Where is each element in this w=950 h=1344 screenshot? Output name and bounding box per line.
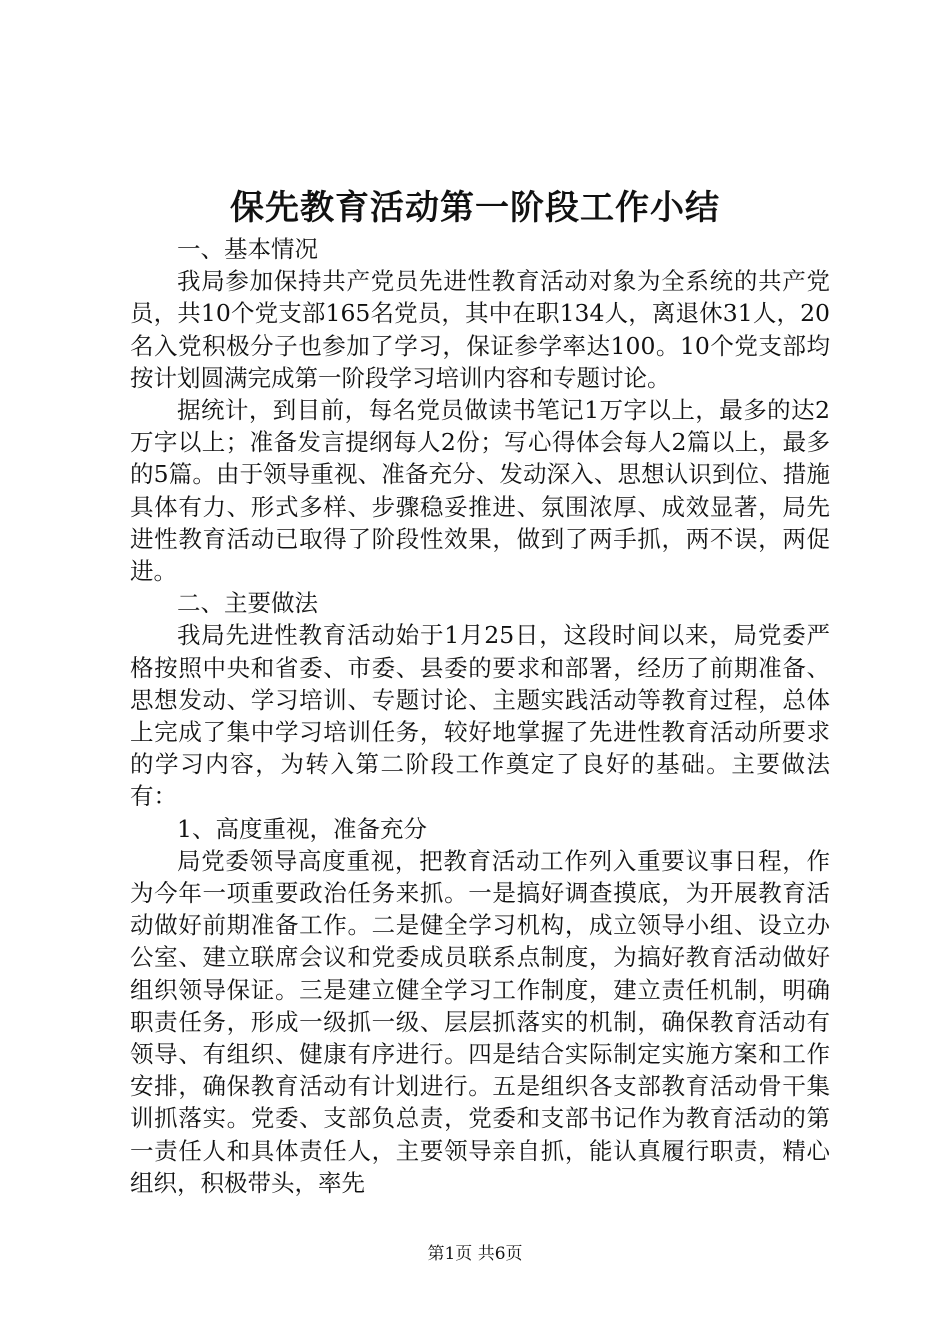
paragraph-process: 我局先进性教育活动始于1月25日，这段时间以来，局党委严格按照中央和省委、市委、县委的要求和部署，经历了前期准备、思想发动、学习培训、专题讨论、主题实践活动等教育过程，总体上完成了集中学习培训任务，较好地掌握了先进性教育活动所要求的学习内容，为转入第二阶段工作奠定了良好的基础。主要做法有： — [130, 621, 830, 811]
section-heading-basic-situation: 一、基本情况 — [177, 235, 318, 263]
section-heading-main-practices: 二、主要做法 — [177, 589, 318, 618]
document-title: 保先教育活动第一阶段工作小结 — [230, 188, 720, 228]
page-footer: 第1页 共6页 — [427, 1244, 523, 1264]
document-body — [130, 233, 830, 1199]
paragraph-statistics: 据统计，到目前，每名党员做读书笔记1万字以上，最多的达2万字以上；准备发言提纲每人2份；写心得体会每人2篇以上，最多的5篇。由于领导重视、准备充分、发动深入、思想认识到位、措施具体有力、形式多样、步骤稳妥推进、氛围浓厚、成效显著，局先进性教育活动已取得了阶段性效果，做到了两手抓，两不误，两促进。 — [130, 396, 830, 586]
subheading-high-attention: 1、高度重视，准备充分 — [177, 814, 427, 843]
paragraph-participation: 我局参加保持共产党员先进性教育活动对象为全系统的共产党员，共10个党支部165名党员，其中在职134人，离退休31人，20名入党积极分子也参加了学习，保证参学率达100。10个党支部均按计划圆满完成第一阶段学习培训内容和专题讨论。 — [130, 267, 830, 392]
paragraph-leadership: 局党委领导高度重视，把教育活动工作列入重要议事日程，作为今年一项重要政治任务来抓。一是搞好调查摸底，为开展教育活动做好前期准备工作。二是健全学习机构，成立领导小组、设立办公室、建立联席会议和党委成员联系点制度，为搞好教育活动做好组织领导保证。三是建立健全学习工作制度，建立责任机制，明确职责任务，形成一级抓一级、层层抓落实的机制，确保教育活动有领导、有组织、健康有序进行。四是结合实际制定实施方案和工作安排，确保教育活动有计划进行。五是组织各支部教育活动骨干集训抓落实。党委、支部负总责，党委和支部书记作为教育活动的第一责任人和具体责任人，主要领导亲自抓，能认真履行职责，精心组织，积极带头，率先 — [130, 846, 830, 1197]
